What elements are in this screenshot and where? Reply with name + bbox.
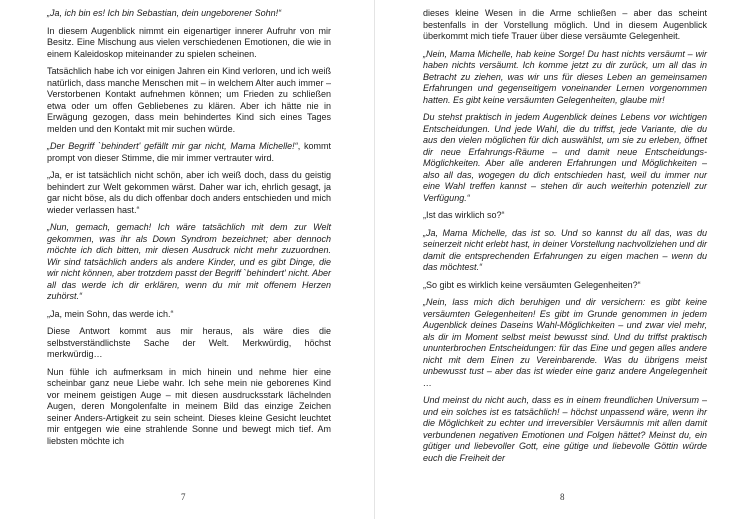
paragraph: „Nein, lass mich dich beruhigen und dir versichern: es gibt keine versäumten Gelegenheiten! Es gibt im Grunde genommen in jedem Augenblick deines Daseins Wahl-Möglichkeiten – und zwar viel mehr, als dir im Moment selbst meist bewusst sind. Und du triffst praktisch ununterbrochen Entscheidungen: für das Eine und gegen alles andere nicht mit dem Einen zu Vereinbarende. Was du übrigens meist unbewusst tust – aber das ist wieder eine ganz andere Angelegenheit …: [423, 297, 707, 388]
paragraph: „Ja, mein Sohn, das werde ich.“: [47, 308, 174, 319]
paragraph: Du stehst praktisch in jedem Augenblick deines Lebens vor wichtigen Entscheidungen. Und jede Wahl, die du triffst, jede Variante, die du aus den vielen möglichen für dich auswählst, um sie zu erleben, öffnet dir neue Erfahrungs-Räume – und damit neue Entscheidungs-Möglichkeiten. Aber alle anderen Erfahrungen und Möglichkeiten – also all das, wogegen du dich entschieden hast, weil du immer nur eine Wahl treffen kannst – stehen dir auch weiterhin potenziell zur Verfügung.“: [423, 112, 707, 203]
paragraph: „Ja, ich bin es! Ich bin Sebastian, dein ungeborener Sohn!“: [47, 8, 282, 18]
right-page-text: [423, 8, 707, 470]
paragraph: „Ja, Mama Michelle, das ist so. Und so kannst du all das, was du seinerzeit nicht erlebt hast, in deiner Vorstellung nachvollziehen und dir damit die entsprechenden Erfahrungen zu eigen machen – wenn du das möchtest.“: [423, 227, 707, 272]
quote-italic: „Der Begriff `behindert' gefällt mir gar nicht, Mama Michelle!“: [47, 141, 298, 151]
paragraph: Tatsächlich habe ich vor einigen Jahren ein Kind verloren, und ich weiß natürlich, dass manche Menschen mit – in welchem Alter auch immer – Verstorbenen Kontakt aufnehmen können; um Frieden zu schließen etwa oder um offen Gebliebenes zu klären. Aber ich hätte nie in Erwägung gezogen, dass mein behindertes Kind sich eines Tages melden und den Kontakt mit mir suchen würde.: [47, 66, 331, 134]
paragraph: „Nun, gemach, gemach! Ich wäre tatsächlich mit dem zur Welt gekommen, was ihr als Down Syndrom bezeichnet; aber dennoch möchte ich dich bitten, mir diesen Ausdruck nicht mehr zuzuordnen. Wir sind tatsächlich anders als andere Kinder, und es gibt Dinge, die wir nicht können, aber trotzdem passt der Begriff `behindert' nicht. Aber all das werde ich dir erklären, wenn du mir mit offenem Herzen zuhörst.“: [47, 222, 331, 301]
paragraph: [47, 141, 331, 164]
paragraph: „Ist das wirklich so?“: [423, 210, 505, 220]
paragraph: „Ja, er ist tatsächlich nicht schön, aber ich weiß doch, dass du geistig behindert zur Welt gekommen wärst. Daher war ich, ehrlich gesagt, ja gar nicht böse, als du dich offenbar doch anders entschieden und mich wieder verlassen hast.“: [47, 170, 331, 215]
quote-rest: , kommt prompt von dieser Stimme, die mir immer vertrauter wird.: [47, 141, 331, 163]
paragraph: In diesem Augenblick nimmt ein eigenartiger innerer Aufruhr von mir Besitz. Eine Mischung aus vielen verschiedenen Emotionen, die wie in einem Kaleidoskop miteinander zu spielen scheinen.: [47, 25, 331, 59]
page-number: 8: [560, 492, 565, 502]
paragraph: Diese Antwort kommt aus mir heraus, als wäre dies die selbstverständlichste Sache der Welt. Merkwürdig, höchst merkwürdig…: [47, 326, 331, 359]
page-number: 7: [181, 492, 186, 502]
paragraph: „Nein, Mama Michelle, hab keine Sorge! Du hast nichts versäumt – wir haben nichts versäumt. Ich komme jetzt zu dir zurück, um all das in Betracht zu ziehen, was wir uns für dieses Leben an gemeinsamen Erfahrungen und gegenseitigem voneinander Lernen vorgenommen hatten. Es gibt keine versäumten Gelegenheiten, glaube mir!: [423, 48, 707, 105]
left-page-text: [47, 8, 331, 453]
paragraph: Nun fühle ich aufmerksam in mich hinein und nehme hier eine scheinbar ganz neue Liebe wahr. Ich sehe mein nie geborenes Kind vor meinem geistigen Auge – mit diesen ausdrucksstark lächelnden Augen, deren Mongolenfalte in meinem Bild das einzige Zeichen seiner Anders-Artigkeit zu sein scheint. Dieses kleine Gesicht leuchtet mir entgegen wie eine strahlende Sonne und bewegt mich tief. Am liebsten möchte ich: [47, 366, 331, 446]
paragraph: dieses kleine Wesen in die Arme schließen – aber das scheint bestenfalls in der Vorstellung möglich. Und in diesem Augenblick überkommt mich tiefe Trauer über diese versäumte Gelegenheit.: [423, 8, 707, 41]
paragraph: Und meinst du nicht auch, dass es in einem freundlichen Universum – und ein solches ist es tatsächlich! – höchst unpassend wäre, wenn ihr die Möglichkeit zu echter und irreversibler Versäumnis mit allen damit verbundenen negativen Emotionen und Folgen hättet? Meinst du, ein gütiger und liebevoller Gott, eine gütige und liebevolle Göttin würde euch die Freiheit der: [423, 395, 707, 463]
paragraph: „So gibt es wirklich keine versäumten Gelegenheiten?“: [423, 279, 641, 290]
right-page: [375, 0, 750, 519]
